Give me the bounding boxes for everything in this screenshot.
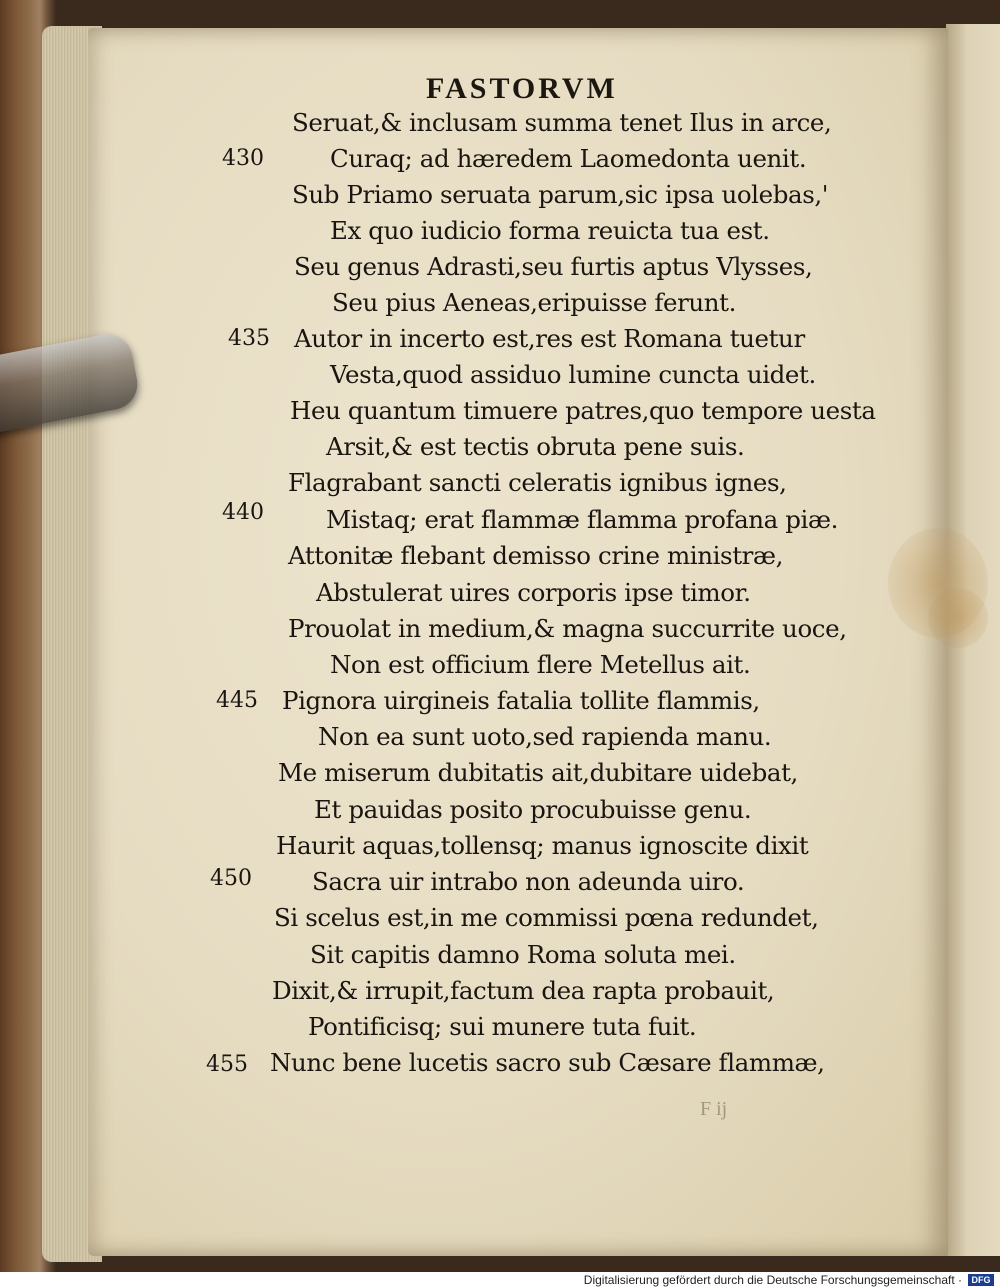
- verse-line: Pontificisq; sui munere tuta fuit.: [308, 1012, 697, 1041]
- line-number: 445: [216, 688, 258, 713]
- verse-line: Ex quo iudicio forma reuicta tua est.: [330, 216, 770, 245]
- verse-line: Vesta,quod assiduo lumine cuncta uidet.: [330, 360, 816, 389]
- line-number: 440: [222, 500, 264, 525]
- verse-line: Seu genus Adrasti,seu furtis aptus Vlysses,: [294, 252, 813, 281]
- line-number: 450: [210, 866, 252, 891]
- verse-line: Dixit,& irrupit,factum dea rapta probauit,: [272, 976, 775, 1005]
- line-number: 430: [222, 146, 264, 171]
- verse-line: Sit capitis damno Roma soluta mei.: [310, 940, 736, 969]
- signature-mark: F ij: [700, 1098, 728, 1120]
- verse-line: Prouolat in medium,& magna succurrite uoce,: [288, 614, 847, 643]
- verse-line: Arsit,& est tectis obruta pene suis.: [326, 432, 745, 461]
- verse-line: Abstulerat uires corporis ipse timor.: [316, 578, 751, 607]
- verse-line: Autor in incerto est,res est Romana tuetur: [294, 324, 805, 353]
- verse-line: Nunc bene lucetis sacro sub Cæsare flammæ,: [270, 1048, 825, 1077]
- verse-line: Seu pius Aeneas,eripuisse ferunt.: [332, 288, 736, 317]
- verse-line: Non ea sunt uoto,sed rapienda manu.: [318, 722, 772, 751]
- funding-credit: Digitalisierung gefördert durch die Deutsche Forschungsgemeinschaft ·: [583, 1273, 962, 1287]
- verse-line: Haurit aquas,tollensq; manus ignoscite dixit: [276, 831, 809, 860]
- verse-line: Me miserum dubitatis ait,dubitare uidebat,: [278, 758, 798, 787]
- dfg-logo: DFG: [968, 1274, 994, 1286]
- verse-line: Et pauidas posito procubuisse genu.: [314, 795, 752, 824]
- verse-line: Attonitæ flebant demisso crine ministræ,: [288, 541, 783, 570]
- verse-line: Si scelus est,in me commissi pœna redundet,: [274, 903, 819, 932]
- facing-page-show-through: [770, 80, 950, 1100]
- verse-line: Non est officium flere Metellus ait.: [330, 650, 751, 679]
- verse-line: Curaq; ad hæredem Laomedonta uenit.: [330, 144, 807, 173]
- verse-line: Sacra uir intrabo non adeunda uiro.: [312, 867, 745, 896]
- line-number: 435: [228, 326, 270, 351]
- verse-line: Sub Priamo seruata parum,sic ipsa uolebas,': [292, 180, 829, 209]
- verse-line: Flagrabant sancti celeratis ignibus ignes,: [288, 468, 787, 497]
- footer-bar: [0, 1272, 1000, 1288]
- verse-line: Seruat,& inclusam summa tenet Ilus in arce,: [292, 108, 832, 137]
- running-header: FASTORVM: [426, 72, 618, 105]
- line-number: 455: [206, 1052, 248, 1077]
- verse-line: Mistaq; erat flammæ flamma profana piæ.: [326, 505, 839, 534]
- verse-line: Pignora uirgineis fatalia tollite flammis,: [282, 686, 760, 715]
- verse-line: Heu quantum timuere patres,quo tempore uesta: [290, 396, 876, 425]
